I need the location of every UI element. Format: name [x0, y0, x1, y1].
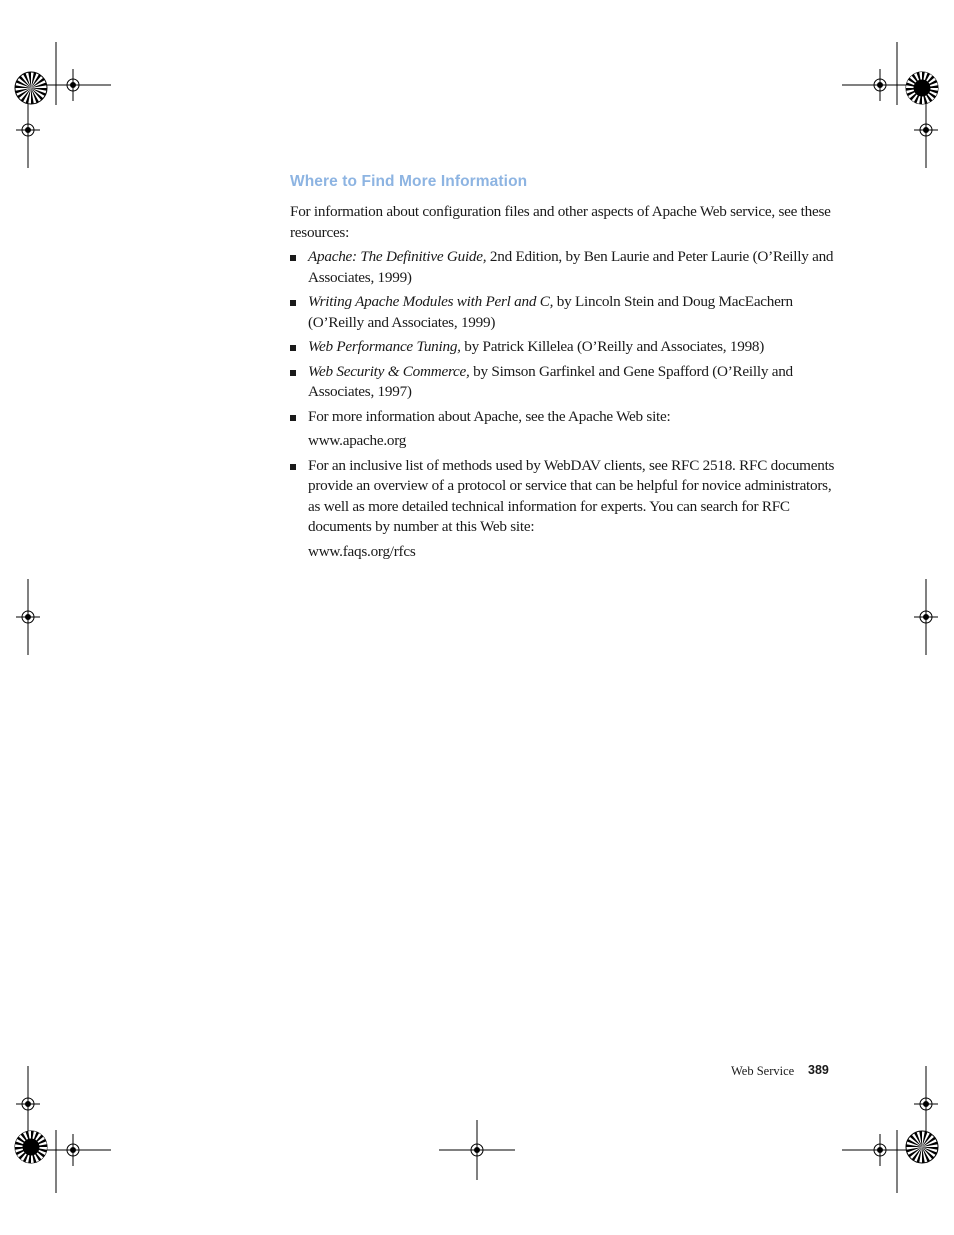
registration-target-icon	[439, 1120, 515, 1180]
book-title: Apache: The Definitive Guide,	[308, 248, 487, 265]
apache-url-link[interactable]: www.apache.org	[308, 432, 407, 449]
square-bullet-icon	[290, 300, 296, 306]
registration-target-icon	[914, 579, 938, 655]
list-item	[290, 247, 835, 288]
book-title: Web Performance Tuning,	[308, 338, 461, 355]
intro-paragraph: For information about configuration files and other aspects of Apache Web service, see these resources:	[290, 203, 831, 241]
list-item-text: For more information about Apache, see the Apache Web site:	[308, 407, 671, 425]
list-item	[290, 337, 835, 358]
list-item	[290, 407, 835, 452]
starburst-mark-icon	[15, 1131, 47, 1163]
running-footer-title: Web Service	[731, 1064, 795, 1078]
square-bullet-icon	[290, 464, 296, 470]
registration-target-icon	[16, 579, 40, 655]
book-title: Writing Apache Modules with Perl and C,	[308, 293, 554, 310]
list-item	[290, 292, 835, 333]
list-item-text: For an inclusive list of methods used by WebDAV clients, see RFC 2518. RFC documents provide an overview of a protocol or service that can be helpful for novice administrators, as well as more detailed technical information for experts. You can search for RFC documents by number at this Web site:	[308, 456, 835, 535]
book-title: Web Security & Commerce,	[308, 362, 470, 380]
starburst-mark-icon	[906, 72, 938, 104]
book-details: by Simson Garfinkel and Gene Spafford (O’Reilly and Associates, 1997)	[308, 362, 793, 400]
book-details: 2nd Edition, by Ben Laurie and Peter Laurie (O’Reilly and Associates, 1999)	[308, 248, 834, 286]
square-bullet-icon	[290, 370, 296, 376]
rfc-url-link[interactable]: www.faqs.org/rfcs	[308, 542, 416, 560]
square-bullet-icon	[290, 255, 296, 261]
book-details: by Patrick Killelea (O’Reilly and Associates, 1998)	[460, 338, 765, 355]
list-item	[290, 362, 835, 403]
square-bullet-icon	[290, 345, 296, 351]
registration-target-icon	[16, 1066, 40, 1142]
starburst-mark-icon	[15, 72, 47, 104]
list-item	[290, 456, 835, 563]
book-details: by Lincoln Stein and Doug MacEachern (O’Reilly and Associates, 1999)	[308, 293, 793, 331]
section-heading: Where to Find More Information	[290, 173, 528, 190]
registration-target-icon	[914, 1066, 938, 1142]
starburst-mark-icon	[906, 1131, 938, 1163]
page-number: 389	[808, 1063, 829, 1077]
resource-list	[290, 247, 835, 562]
square-bullet-icon	[290, 415, 296, 421]
